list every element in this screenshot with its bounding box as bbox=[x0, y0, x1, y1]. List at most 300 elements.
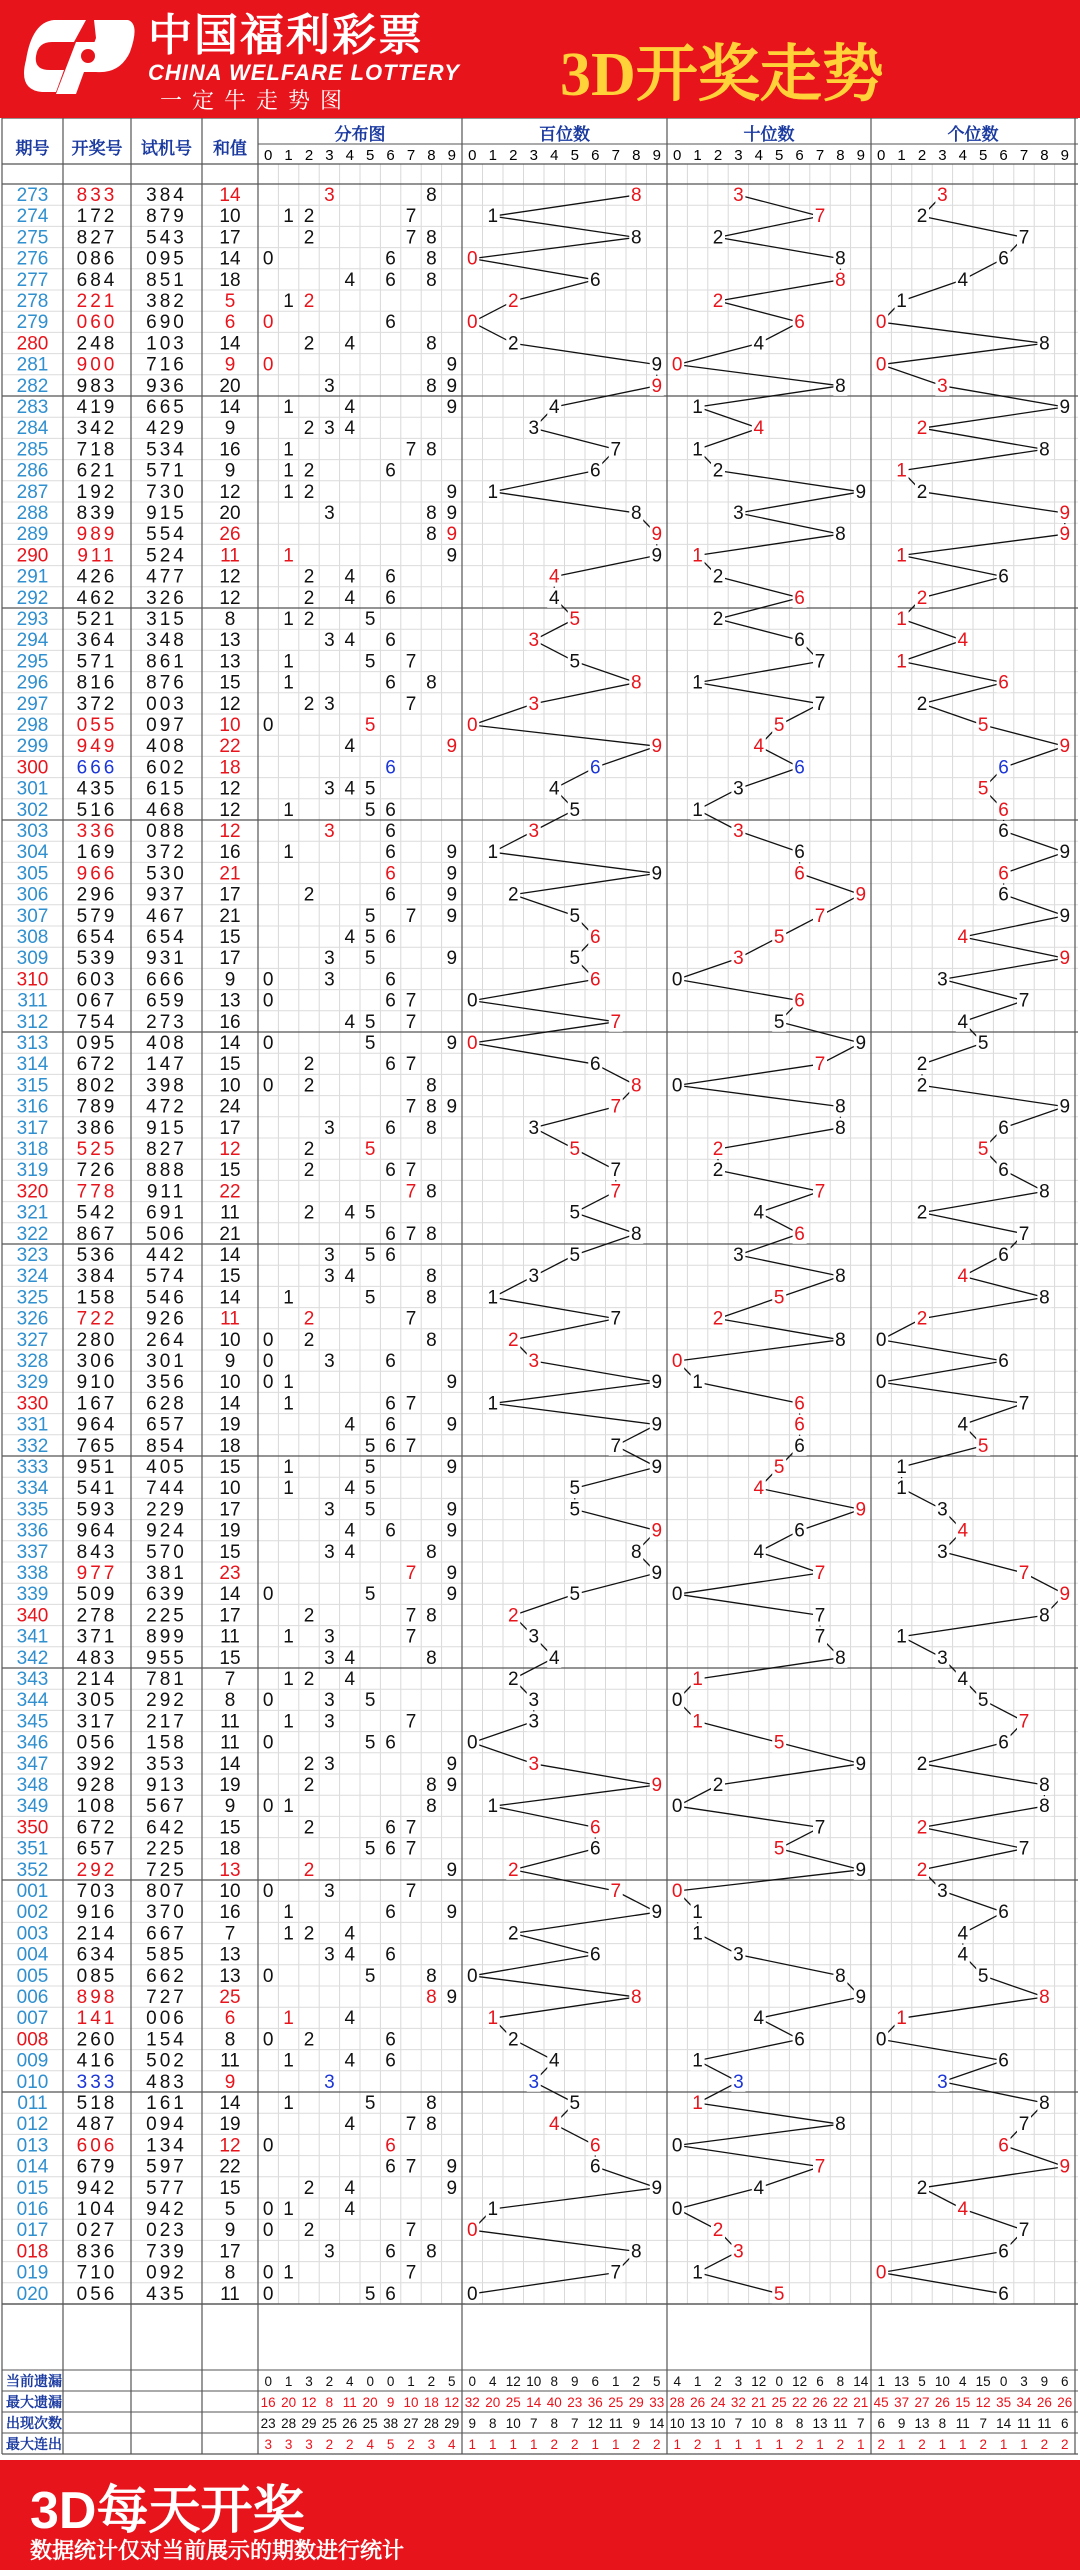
distribution-mark: 7 bbox=[405, 651, 417, 673]
distribution-mark: 7 bbox=[405, 2262, 417, 2284]
test-number-cell: 781 bbox=[146, 1669, 187, 1690]
period-cell: 017 bbox=[16, 2220, 49, 2242]
period-cell: 334 bbox=[16, 1478, 49, 1500]
stats-value: 2 bbox=[714, 2374, 722, 2389]
distribution-mark: 5 bbox=[364, 1287, 376, 1309]
period-cell: 303 bbox=[16, 821, 49, 842]
sum-cell: 14 bbox=[219, 2093, 241, 2114]
stats-value: 3 bbox=[284, 2437, 293, 2452]
distribution-mark: 3 bbox=[324, 693, 335, 715]
stats-value: 2 bbox=[407, 2437, 415, 2452]
period-cell: 287 bbox=[16, 481, 49, 503]
units-digit-mark: 3 bbox=[937, 185, 948, 206]
footer-title: 3D每天开奖 bbox=[30, 2482, 305, 2540]
distribution-mark: 1 bbox=[283, 481, 294, 503]
sum-cell: 14 bbox=[219, 1393, 241, 1415]
tens-digit-mark: 2 bbox=[712, 460, 724, 482]
tens-digit-mark: 6 bbox=[794, 312, 805, 334]
stats-value: 10 bbox=[934, 2374, 950, 2389]
draw-number-cell: 789 bbox=[76, 1096, 118, 1118]
draw-number-cell: 827 bbox=[76, 227, 118, 249]
test-number-cell: 398 bbox=[146, 1075, 187, 1097]
units-digit-mark: 7 bbox=[1018, 1223, 1030, 1245]
stats-value: 4 bbox=[346, 2374, 354, 2389]
tens-digit-mark: 7 bbox=[814, 651, 826, 673]
stats-value: 23 bbox=[567, 2395, 583, 2410]
distribution-mark: 2 bbox=[303, 884, 315, 906]
stats-value: 3 bbox=[305, 2374, 313, 2389]
period-cell: 273 bbox=[16, 185, 49, 206]
draw-number-cell: 384 bbox=[76, 1266, 118, 1288]
units-digit-mark: 6 bbox=[998, 757, 1009, 779]
digit-tick-label: 2 bbox=[304, 147, 314, 164]
tens-digit-mark: 8 bbox=[835, 1329, 846, 1351]
distribution-mark: 5 bbox=[364, 1202, 376, 1224]
distribution-mark: 9 bbox=[446, 503, 458, 524]
tens-digit-mark: 1 bbox=[692, 545, 703, 567]
hundreds-digit-mark: 9 bbox=[651, 2177, 663, 2199]
distribution-mark: 0 bbox=[262, 1329, 274, 1351]
test-number-cell: 534 bbox=[146, 439, 187, 461]
hundreds-digit-mark: 7 bbox=[610, 439, 622, 461]
stats-value: 22 bbox=[832, 2395, 848, 2410]
distribution-mark: 3 bbox=[324, 948, 335, 970]
hundreds-digit-mark: 1 bbox=[487, 2199, 499, 2220]
test-number-cell: 477 bbox=[146, 566, 187, 588]
distribution-mark: 3 bbox=[324, 630, 335, 652]
tens-digit-mark: 5 bbox=[773, 2283, 785, 2305]
stats-value: 9 bbox=[632, 2416, 641, 2431]
tens-digit-mark: 9 bbox=[855, 1753, 867, 1775]
digit-tick-label: 4 bbox=[754, 147, 763, 164]
sum-cell: 8 bbox=[224, 2029, 236, 2051]
draw-number-cell: 606 bbox=[76, 2135, 118, 2157]
period-cell: 310 bbox=[16, 969, 49, 991]
draw-number-cell: 983 bbox=[76, 375, 118, 397]
distribution-mark: 2 bbox=[303, 1817, 315, 1839]
draw-number-cell: 977 bbox=[76, 1563, 118, 1584]
hundreds-digit-mark: 6 bbox=[589, 1054, 601, 1076]
test-number-cell: 225 bbox=[146, 1605, 187, 1627]
hundreds-digit-mark: 3 bbox=[528, 1351, 540, 1372]
period-cell: 318 bbox=[16, 1139, 49, 1160]
tens-digit-mark: 4 bbox=[753, 2008, 765, 2030]
stats-value: 11 bbox=[1016, 2416, 1032, 2431]
distribution-mark: 3 bbox=[324, 1647, 335, 1669]
tens-digit-mark: 2 bbox=[712, 1139, 724, 1160]
distribution-mark: 5 bbox=[364, 1478, 376, 1500]
stats-label: 当前遗漏 bbox=[6, 2373, 62, 2389]
test-number-cell: 628 bbox=[146, 1393, 187, 1415]
tens-digit-mark: 5 bbox=[773, 715, 785, 736]
distribution-mark: 7 bbox=[405, 1605, 417, 1627]
tens-digit-mark: 5 bbox=[773, 927, 785, 948]
digit-tick-label: 9 bbox=[652, 147, 661, 164]
sum-cell: 13 bbox=[219, 1859, 241, 1881]
draw-number-cell: 634 bbox=[76, 1944, 118, 1966]
units-digit-mark: 4 bbox=[957, 1414, 969, 1436]
distribution-mark: 2 bbox=[303, 1923, 315, 1945]
distribution-mark: 3 bbox=[324, 1711, 335, 1733]
sum-cell: 23 bbox=[219, 1563, 241, 1584]
distribution-mark: 4 bbox=[344, 566, 356, 588]
hundreds-digit-mark: 4 bbox=[548, 778, 560, 800]
stats-value: 3 bbox=[734, 2374, 743, 2389]
tens-digit-mark: 5 bbox=[773, 1287, 785, 1309]
draw-number-cell: 951 bbox=[76, 1457, 118, 1478]
hundreds-digit-mark: 3 bbox=[528, 630, 540, 652]
period-cell: 308 bbox=[16, 927, 49, 948]
stats-value: 21 bbox=[751, 2395, 767, 2410]
tens-digit-mark: 3 bbox=[733, 821, 744, 842]
distribution-mark: 2 bbox=[303, 1075, 315, 1097]
distribution-mark: 9 bbox=[446, 397, 458, 418]
sum-cell: 22 bbox=[219, 736, 241, 758]
distribution-mark: 4 bbox=[344, 397, 356, 418]
distribution-mark: 6 bbox=[385, 312, 396, 334]
hundreds-digit-mark: 5 bbox=[569, 1139, 581, 1160]
test-number-cell: 942 bbox=[146, 2199, 187, 2220]
period-cell: 014 bbox=[16, 2156, 49, 2178]
draw-number-cell: 095 bbox=[76, 1033, 118, 1054]
distribution-mark: 0 bbox=[262, 248, 274, 270]
draw-number-cell: 964 bbox=[76, 1414, 118, 1436]
sum-cell: 8 bbox=[224, 609, 236, 630]
distribution-mark: 4 bbox=[344, 927, 356, 948]
sum-cell: 15 bbox=[219, 1817, 241, 1839]
period-cell: 348 bbox=[16, 1775, 49, 1796]
period-cell: 300 bbox=[16, 757, 49, 779]
draw-number-cell: 027 bbox=[76, 2220, 118, 2242]
distribution-mark: 7 bbox=[405, 1011, 417, 1033]
tens-digit-mark: 0 bbox=[671, 1690, 683, 1712]
tens-digit-mark: 8 bbox=[835, 1965, 846, 1987]
draw-number-cell: 085 bbox=[76, 1965, 118, 1987]
distribution-mark: 8 bbox=[426, 1096, 437, 1118]
digit-tick-label: 4 bbox=[550, 147, 559, 164]
sum-cell: 19 bbox=[219, 1520, 241, 1542]
units-digit-mark: 4 bbox=[957, 927, 969, 948]
stats-value: 8 bbox=[325, 2395, 334, 2410]
sum-cell: 12 bbox=[219, 821, 241, 842]
period-cell: 329 bbox=[16, 1372, 49, 1394]
digit-tick-label: 3 bbox=[325, 147, 334, 164]
stats-value: 2 bbox=[632, 2437, 641, 2452]
stats-value: 6 bbox=[1061, 2374, 1069, 2389]
sum-cell: 18 bbox=[219, 269, 241, 291]
stats-value: 2 bbox=[427, 2374, 436, 2389]
digit-tick-label: 9 bbox=[856, 147, 865, 164]
tens-digit-mark: 3 bbox=[733, 778, 744, 800]
distribution-mark: 7 bbox=[405, 1711, 417, 1733]
distribution-mark: 8 bbox=[426, 1965, 437, 1987]
distribution-mark: 6 bbox=[385, 884, 396, 906]
stats-value: 1 bbox=[959, 2437, 967, 2452]
digit-tick-label: 5 bbox=[570, 147, 579, 164]
hundreds-digit-mark: 2 bbox=[507, 333, 519, 355]
draw-number-cell: 949 bbox=[76, 736, 118, 758]
distribution-mark: 9 bbox=[446, 1753, 458, 1775]
period-cell: 012 bbox=[16, 2114, 49, 2136]
draw-number-cell: 056 bbox=[76, 2283, 118, 2305]
draw-number-cell: 942 bbox=[76, 2177, 118, 2199]
draw-number-cell: 386 bbox=[76, 1117, 118, 1139]
stats-value: 1 bbox=[468, 2437, 477, 2452]
distribution-mark: 1 bbox=[283, 2050, 294, 2072]
distribution-mark: 2 bbox=[303, 587, 315, 609]
distribution-mark: 1 bbox=[283, 545, 294, 567]
distribution-mark: 9 bbox=[446, 863, 458, 885]
stats-value: 4 bbox=[488, 2374, 497, 2389]
units-digit-mark: 1 bbox=[896, 291, 907, 312]
sum-cell: 9 bbox=[224, 354, 236, 376]
hundreds-digit-mark: 0 bbox=[466, 715, 478, 736]
draw-number-cell: 483 bbox=[76, 1647, 118, 1669]
period-cell: 274 bbox=[16, 206, 49, 228]
period-cell: 286 bbox=[16, 460, 49, 482]
sum-cell: 13 bbox=[219, 630, 241, 652]
sum-cell: 25 bbox=[219, 1987, 241, 2008]
stats-value: 1 bbox=[999, 2437, 1008, 2452]
draw-number-cell: 416 bbox=[76, 2050, 118, 2072]
hundreds-digit-mark: 3 bbox=[528, 1626, 540, 1648]
distribution-mark: 2 bbox=[303, 1139, 315, 1160]
sum-cell: 15 bbox=[219, 672, 241, 694]
draw-number-cell: 654 bbox=[76, 927, 118, 948]
hundreds-digit-mark: 7 bbox=[610, 1435, 622, 1457]
test-number-cell: 615 bbox=[146, 778, 187, 800]
distribution-mark: 2 bbox=[303, 333, 315, 355]
hundreds-digit-mark: 7 bbox=[610, 1096, 622, 1118]
period-cell: 325 bbox=[16, 1287, 49, 1309]
header-banner bbox=[0, 0, 1080, 118]
stats-value: 13 bbox=[894, 2374, 910, 2389]
sum-cell: 22 bbox=[219, 1181, 241, 1203]
stats-value: 27 bbox=[914, 2395, 930, 2410]
distribution-mark: 6 bbox=[385, 990, 396, 1012]
stats-value: 11 bbox=[955, 2416, 970, 2431]
stats-value: 10 bbox=[669, 2416, 685, 2431]
sum-cell: 6 bbox=[224, 2008, 236, 2030]
period-cell: 315 bbox=[16, 1075, 49, 1097]
sum-cell: 21 bbox=[219, 863, 241, 885]
units-digit-mark: 0 bbox=[875, 312, 887, 334]
tens-digit-mark: 8 bbox=[835, 1647, 846, 1669]
draw-number-cell: 928 bbox=[76, 1775, 118, 1796]
stats-value: 25 bbox=[362, 2416, 378, 2431]
sum-cell: 14 bbox=[219, 185, 241, 206]
draw-number-cell: 296 bbox=[76, 884, 118, 906]
test-number-cell: 134 bbox=[146, 2135, 187, 2157]
draw-number-cell: 916 bbox=[76, 1902, 118, 1924]
draw-number-cell: 278 bbox=[76, 1605, 118, 1627]
draw-number-cell: 593 bbox=[76, 1499, 118, 1521]
units-digit-mark: 2 bbox=[916, 418, 928, 440]
tens-digit-mark: 7 bbox=[814, 1626, 826, 1648]
stats-value: 13 bbox=[914, 2416, 930, 2431]
hundreds-digit-mark: 6 bbox=[589, 757, 601, 779]
digit-tick-label: 7 bbox=[406, 147, 416, 164]
units-digit-mark: 6 bbox=[998, 1245, 1009, 1266]
stats-value: 13 bbox=[690, 2416, 706, 2431]
period-cell: 292 bbox=[16, 587, 49, 609]
digit-tick-label: 7 bbox=[1019, 147, 1029, 164]
distribution-mark: 6 bbox=[385, 1223, 396, 1245]
draw-number-cell: 280 bbox=[76, 1329, 118, 1351]
distribution-header: 分布图 bbox=[334, 125, 386, 144]
draw-number-cell: 754 bbox=[76, 1011, 118, 1033]
period-cell: 319 bbox=[16, 1160, 49, 1182]
test-number-cell: 662 bbox=[146, 1965, 187, 1987]
test-number-cell: 382 bbox=[146, 291, 187, 312]
distribution-mark: 5 bbox=[364, 2093, 376, 2114]
stats-value: 40 bbox=[546, 2395, 562, 2410]
sum-cell: 13 bbox=[219, 1965, 241, 1987]
units-digit-mark: 6 bbox=[998, 799, 1009, 821]
distribution-mark: 7 bbox=[405, 1626, 417, 1648]
stats-value: 21 bbox=[853, 2395, 869, 2410]
draw-number-cell: 342 bbox=[76, 418, 118, 440]
distribution-mark: 4 bbox=[344, 2199, 356, 2220]
tens-digit-mark: 4 bbox=[753, 418, 765, 440]
distribution-mark: 2 bbox=[303, 2220, 315, 2242]
units-digit-mark: 7 bbox=[1018, 990, 1030, 1012]
units-digit-mark: 2 bbox=[916, 693, 928, 715]
period-cell: 345 bbox=[16, 1711, 49, 1733]
test-number-cell: 154 bbox=[146, 2029, 187, 2051]
tens-digit-mark: 5 bbox=[773, 1732, 785, 1754]
distribution-mark: 8 bbox=[426, 333, 437, 355]
period-cell: 289 bbox=[16, 524, 49, 546]
stats-value: 5 bbox=[386, 2437, 395, 2452]
period-cell: 323 bbox=[16, 1245, 49, 1266]
draw-number-cell: 621 bbox=[76, 460, 118, 482]
sum-cell: 11 bbox=[220, 2283, 240, 2305]
digit-tick-label: 2 bbox=[509, 147, 518, 164]
distribution-mark: 9 bbox=[446, 2156, 458, 2178]
hundreds-digit-mark: 1 bbox=[487, 206, 499, 228]
units-digit-mark: 8 bbox=[1039, 439, 1050, 461]
tens-digit-mark: 3 bbox=[733, 2071, 744, 2093]
test-number-cell: 690 bbox=[146, 312, 187, 334]
period-cell: 313 bbox=[16, 1033, 49, 1054]
period-cell: 324 bbox=[16, 1266, 49, 1288]
stats-value: 26 bbox=[690, 2395, 706, 2410]
tens-digit-mark: 3 bbox=[733, 503, 744, 524]
hundreds-digit-mark: 5 bbox=[569, 1499, 581, 1521]
hundreds-digit-mark: 4 bbox=[548, 2114, 560, 2136]
distribution-mark: 9 bbox=[446, 1520, 458, 1542]
period-cell: 350 bbox=[16, 1817, 49, 1839]
units-digit-mark: 2 bbox=[916, 1308, 928, 1330]
stats-value: 8 bbox=[550, 2416, 559, 2431]
units-digit-mark: 7 bbox=[1018, 2114, 1030, 2136]
tens-digit-mark: 6 bbox=[794, 1435, 805, 1457]
period-cell: 294 bbox=[16, 630, 49, 652]
stats-value: 6 bbox=[877, 2416, 885, 2431]
stats-value: 1 bbox=[816, 2437, 824, 2452]
draw-number-cell: 060 bbox=[76, 312, 118, 334]
tens-digit-mark: 8 bbox=[835, 1096, 846, 1118]
units-digit-mark: 6 bbox=[998, 566, 1009, 588]
draw-number-cell: 260 bbox=[76, 2029, 118, 2051]
test-number-cell: 264 bbox=[146, 1329, 187, 1351]
tens-digit-mark: 1 bbox=[692, 2262, 703, 2284]
hundreds-header: 百位数 bbox=[539, 125, 590, 144]
distribution-mark: 2 bbox=[303, 291, 315, 312]
tens-digit-mark: 6 bbox=[794, 1520, 805, 1542]
sum-cell: 17 bbox=[219, 2241, 241, 2263]
stats-value: 0 bbox=[386, 2374, 395, 2389]
draw-number-cell: 292 bbox=[76, 1859, 118, 1881]
hundreds-digit-mark: 4 bbox=[548, 2050, 560, 2072]
hundreds-digit-mark: 4 bbox=[548, 397, 560, 418]
distribution-mark: 6 bbox=[385, 587, 396, 609]
sum-cell: 16 bbox=[219, 1011, 241, 1033]
distribution-mark: 8 bbox=[426, 503, 437, 524]
digit-tick-label: 1 bbox=[284, 147, 293, 164]
stats-value: 2 bbox=[346, 2437, 354, 2452]
sum-cell: 21 bbox=[219, 1223, 241, 1245]
digit-tick-label: 6 bbox=[386, 147, 395, 164]
test-number-cell: 348 bbox=[146, 630, 187, 652]
draw-number-cell: 305 bbox=[76, 1690, 118, 1712]
distribution-mark: 4 bbox=[344, 1266, 356, 1288]
tens-digit-mark: 3 bbox=[733, 185, 744, 206]
units-digit-mark: 2 bbox=[916, 1054, 928, 1076]
test-number-cell: 405 bbox=[146, 1457, 187, 1478]
test-number-cell: 659 bbox=[146, 990, 187, 1012]
stats-value: 1 bbox=[407, 2374, 415, 2389]
distribution-mark: 5 bbox=[364, 715, 376, 736]
units-digit-mark: 8 bbox=[1039, 2093, 1050, 2114]
hundreds-digit-mark: 5 bbox=[569, 609, 581, 630]
draw-number-cell: 419 bbox=[76, 397, 118, 418]
distribution-mark: 7 bbox=[405, 1393, 417, 1415]
distribution-mark: 9 bbox=[446, 1563, 458, 1584]
hundreds-digit-mark: 9 bbox=[651, 1372, 663, 1394]
test-number-cell: 931 bbox=[146, 948, 187, 970]
test-number-cell: 442 bbox=[146, 1245, 187, 1266]
hundreds-digit-mark: 6 bbox=[589, 927, 601, 948]
hundreds-digit-mark: 5 bbox=[569, 1202, 581, 1224]
hundreds-digit-mark: 8 bbox=[630, 1541, 642, 1563]
sum-cell: 16 bbox=[219, 439, 241, 461]
period-cell: 002 bbox=[16, 1902, 49, 1924]
tens-digit-mark: 1 bbox=[692, 397, 703, 418]
hundreds-digit-mark: 8 bbox=[630, 672, 642, 694]
distribution-mark: 1 bbox=[283, 1287, 294, 1309]
draw-number-cell: 214 bbox=[76, 1669, 118, 1690]
stats-value: 24 bbox=[710, 2395, 726, 2410]
units-digit-mark: 7 bbox=[1018, 1711, 1030, 1733]
sum-cell: 17 bbox=[219, 1117, 241, 1139]
sum-cell: 12 bbox=[219, 566, 241, 588]
sum-cell: 15 bbox=[219, 1160, 241, 1182]
tens-digit-mark: 6 bbox=[794, 757, 805, 779]
stats-value: 6 bbox=[816, 2374, 824, 2389]
digit-tick-label: 5 bbox=[979, 147, 988, 164]
tens-digit-mark: 1 bbox=[692, 672, 703, 694]
stats-value: 37 bbox=[894, 2395, 910, 2410]
stats-value: 1 bbox=[857, 2437, 865, 2452]
digit-tick-label: 1 bbox=[693, 147, 702, 164]
draw-number-cell: 221 bbox=[76, 291, 118, 312]
logo-english-name: CHINA WELFARE LOTTERY bbox=[148, 60, 460, 85]
stats-value: 28 bbox=[281, 2416, 297, 2431]
test-number-cell: 467 bbox=[146, 905, 187, 927]
distribution-mark: 3 bbox=[324, 1753, 335, 1775]
